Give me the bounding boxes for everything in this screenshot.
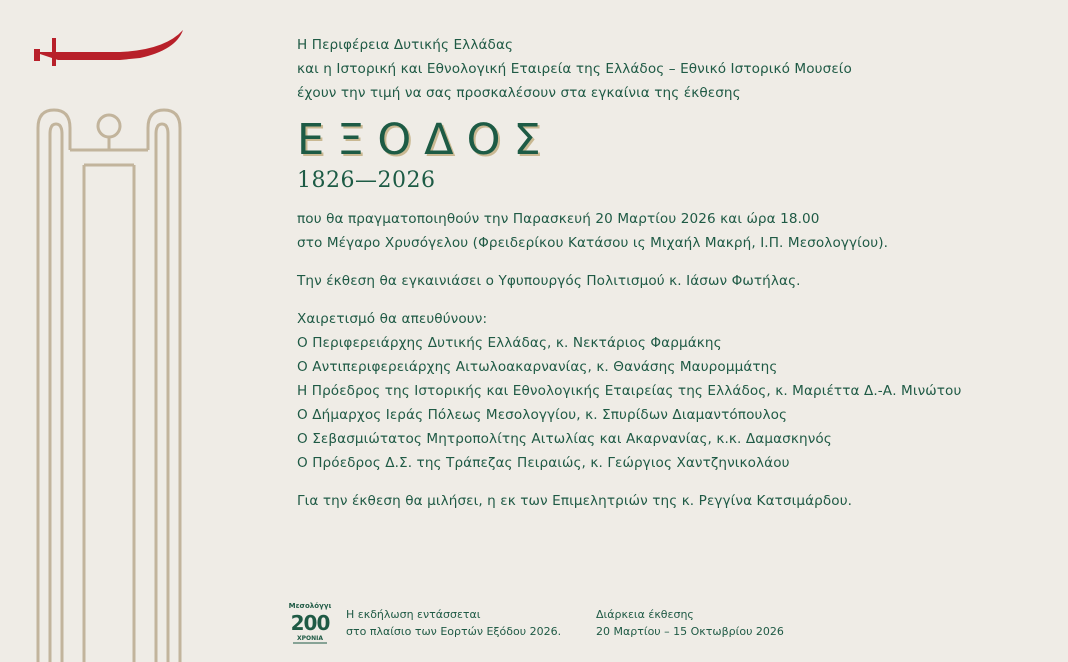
greeting-speaker: Ο Σεβασμιώτατος Μητροπολίτης Αιτωλίας και Ακαρνανίας, κ.κ. Δαμασκηνός <box>297 431 832 447</box>
duration-dates: 20 Μαρτίου – 15 Οκτωβρίου 2026 <box>596 625 784 638</box>
intro-line: Η Περιφέρεια Δυτικής Ελλάδας <box>297 37 514 53</box>
anniversary-logo <box>287 600 333 646</box>
intro-line: και η Ιστορική και Εθνολογική Εταιρεία της Ελλάδος – Εθνικό Ιστορικό Μουσείο <box>297 61 852 77</box>
greeting-speaker: Ο Περιφερειάρχης Δυτικής Ελλάδας, κ. Νεκτάριος Φαρμάκης <box>297 335 722 351</box>
invitation-text <box>297 33 1057 513</box>
footer-note <box>346 606 561 640</box>
decorative-sword-figure <box>0 0 220 662</box>
greeting-speaker: Ο Πρόεδρος Δ.Σ. της Τράπεζας Πειραιώς, κ. Γεώργιος Χαντζηνικολάου <box>297 455 790 471</box>
speaker-line: Για την έκθεση θα μιλήσει, η εκ των Επιμελητριών της κ. Ρεγγίνα Κατσιμάρδου. <box>297 493 853 509</box>
intro-line: έχουν την τιμή να σας προσκαλέσουν στα εγκαίνια της έκθεσης <box>297 85 741 101</box>
event-venue-line: στο Μέγαρο Χρυσόγελου (Φρειδερίκου Κατάσου ις Μιχαήλ Μακρή, Ι.Π. Μεσολογγίου). <box>297 235 889 251</box>
opening-line: Την έκθεση θα εγκαινιάσει ο Υφυπουργός Πολιτισμού κ. Ιάσων Φωτήλας. <box>297 273 801 289</box>
logo-top-text: Μεσολόγγι <box>288 602 332 610</box>
duration-label: Διάρκεια έκθεσης <box>596 608 694 621</box>
greeting-speaker: Ο Δήμαρχος Ιεράς Πόλεως Μεσολογγίου, κ. Σπυρίδων Διαμαντόπουλος <box>297 407 788 423</box>
exhibition-duration <box>596 606 784 640</box>
exhibition-title: ΕΞΟΔΟΣ <box>297 115 554 165</box>
logo-sub-text: ΧΡΟΝΙΑ <box>296 635 324 642</box>
footer-note-line: στο πλαίσιο των Εορτών Εξόδου 2026. <box>346 625 562 638</box>
logo-number: 200 <box>290 611 330 635</box>
event-date-line: που θα πραγματοποιηθούν την Παρασκευή 20 Μαρτίου 2026 και ώρα 18.00 <box>297 211 820 227</box>
exhibition-years: 1826—2026 <box>297 168 436 193</box>
greeting-speaker: Η Πρόεδρος της Ιστορικής και Εθνολογικής Εταιρείας της Ελλάδος, κ. Μαριέττα Δ.-Α. Μινώτου <box>297 383 962 399</box>
footer-note-line: Η εκδήλωση εντάσσεται <box>346 608 481 621</box>
greetings-heading: Χαιρετισμό θα απευθύνουν: <box>297 311 488 327</box>
greeting-speaker: Ο Αντιπεριφερειάρχης Αιτωλοακαρνανίας, κ. Θανάσης Μαυρομμάτης <box>297 359 778 375</box>
